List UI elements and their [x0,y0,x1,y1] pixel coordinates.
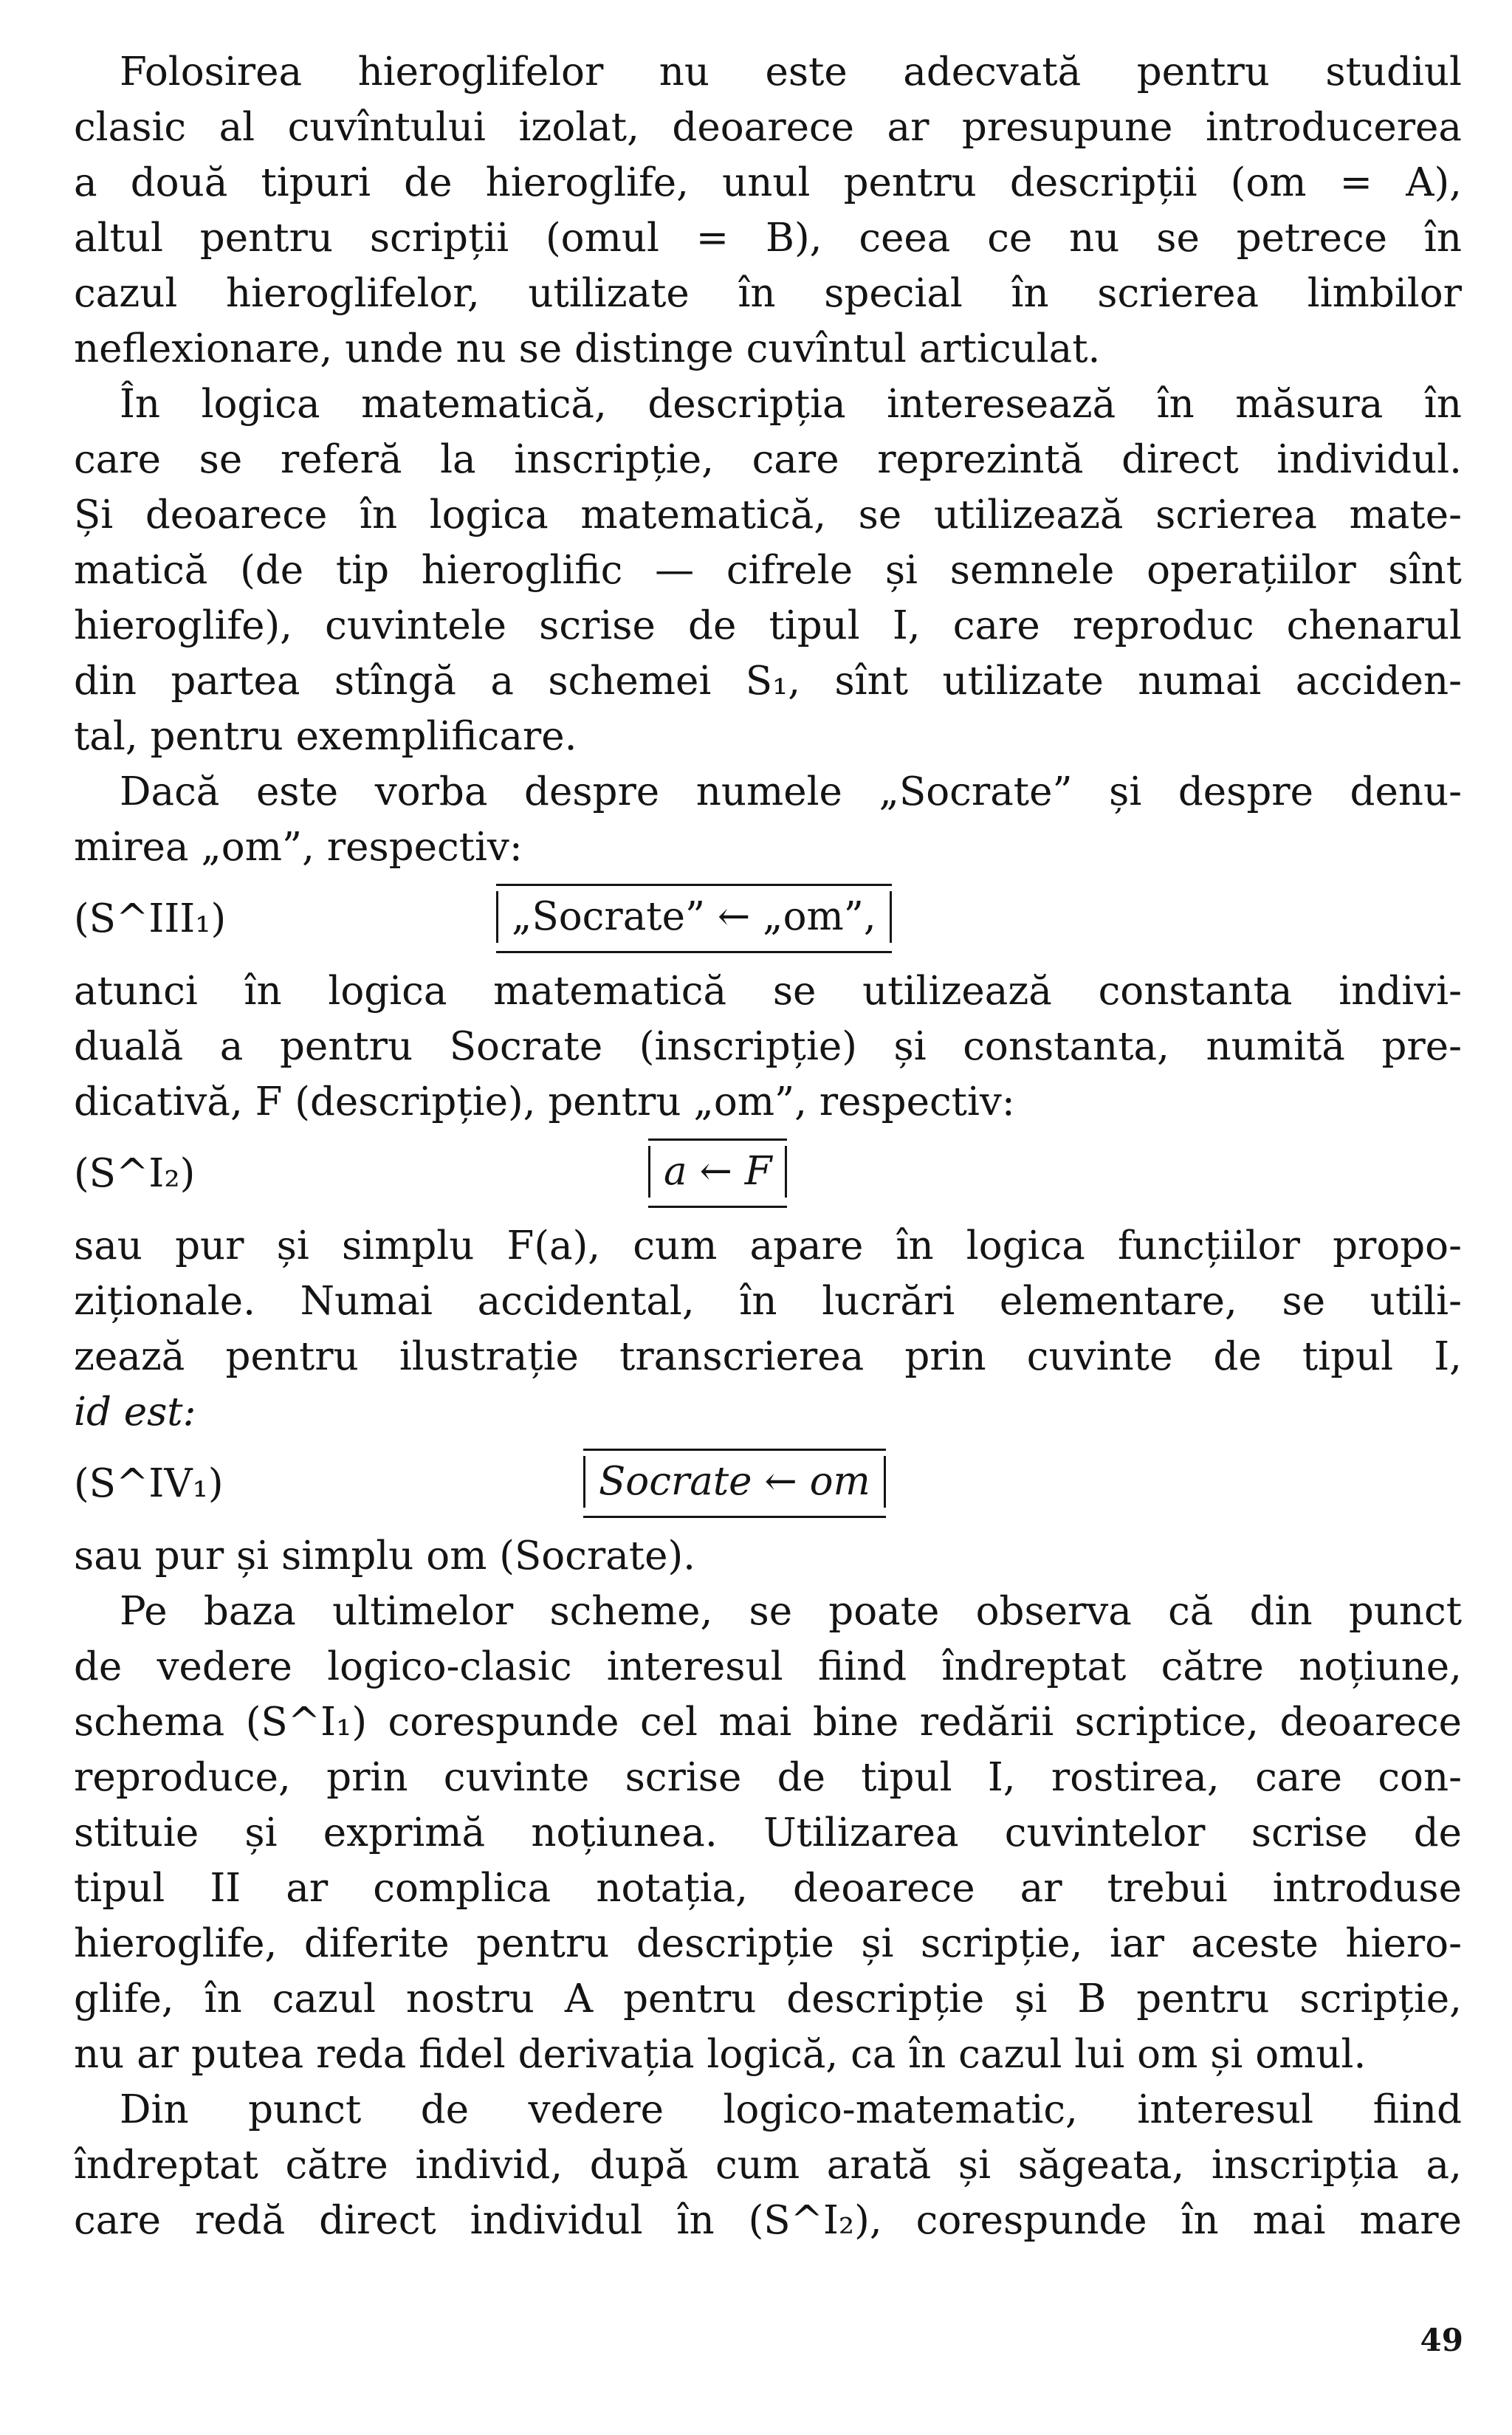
text-line: dicativă, F (descripție), pentru „om”, respectiv: [74,1079,1015,1124]
text-line: îndreptat către individ, după cum arată și săgeata, inscripția a, [74,2143,1462,2188]
formula-s1-iv [74,1440,1462,1528]
text-line: schema (S^I₁) corespunde cel mai bine redării scriptice, deoarece [74,1700,1462,1745]
page-body [74,44,1462,2248]
text-line: Pe baza ultimelor scheme, se poate observa că din punct [120,1589,1462,1634]
text-line: ziționale. Numai accidental, în lucrări elementare, se utili- [74,1279,1462,1324]
text-line: zează pentru ilustrație transcrierea prin cuvinte de tipul I, [74,1334,1462,1379]
formula-s1-iii [74,875,1462,964]
text-line: tipul II ar complica notația, deoarece ar trebui introduse [74,1866,1462,1911]
formula-box: Socrate ← om [583,1456,886,1508]
text-line: În logica matematică, descripția interesează în măsura în [120,382,1462,427]
text-line: de vedere logico-clasic interesul fiind îndreptat către noțiune, [74,1644,1462,1689]
text-line: din partea stîngă a schemei S₁, sînt utilizate numai acciden- [74,659,1462,704]
text-line: Dacă este vorba despre numele „Socrate” și despre denu- [120,769,1462,814]
text-line: glife, în cazul nostru A pentru descripție și B pentru scripție, [74,1976,1462,2022]
paragraph-6 [74,1528,1462,1584]
text-line: hieroglife, diferite pentru descripție și scripție, iar aceste hiero- [74,1921,1462,1966]
text-line: clasic al cuvîntului izolat, deoarece ar presupune introducerea [74,105,1462,150]
text-line: tal, pentru exemplificare. [74,714,577,759]
text-line: matică (de tip hieroglific — cifrele și semnele operațiilor sînt [74,548,1462,593]
text-line: nu ar putea reda fidel derivația logică, ca în cazul lui om și omul. [74,2032,1367,2077]
text-line: reproduce, prin cuvinte scrise de tipul I, rostirea, care con- [74,1755,1462,1800]
page-number: 49 [1420,2322,1463,2358]
paragraph-1 [74,44,1462,377]
paragraph-2 [74,377,1462,764]
text-line: Folosirea hieroglifelor nu este adecvată pentru studiul [120,49,1462,95]
paragraph-5 [74,1218,1462,1440]
text-line: stituie și exprimă noțiunea. Utilizarea cuvintelor scrise de [74,1810,1462,1855]
text-line: sau pur și simplu om (Socrate). [74,1534,695,1579]
formula-box: a ← F [648,1146,787,1198]
paragraph-7 [74,1584,1462,2082]
text-line: a două tipuri de hieroglife, unul pentru descripții (om = A), [74,160,1462,205]
formula-label: (S^III₁) [74,896,227,941]
paragraph-8 [74,2082,1462,2248]
paragraph-3 [74,764,1462,875]
text-line: id est: [74,1390,196,1435]
text-line: altul pentru scripții (omul = B), ceea ce nu se petrece în [74,216,1462,261]
text-line: care redă direct individul în (S^I₂), corespunde în mai mare [74,2198,1462,2243]
text-line: duală a pentru Socrate (inscripție) și constanta, numită pre- [74,1024,1462,1069]
text-line: cazul hieroglifelor, utilizate în special în scrierea limbilor [74,271,1462,316]
text-line: Din punct de vedere logico-matematic, interesul fiind [120,2087,1462,2132]
text-line: sau pur și simplu F(a), cum apare în logica funcțiilor propo- [74,1223,1462,1268]
formula-box: „Socrate” ← „om”, [496,891,892,943]
paragraph-4 [74,964,1462,1130]
text-line: atunci în logica matematică se utilizează constanta indivi- [74,969,1462,1014]
text-line: hieroglife), cuvintele scrise de tipul I, care reproduc chenarul [74,603,1462,648]
text-line: care se referă la inscripție, care reprezintă direct individul. [74,437,1462,482]
text-line: neflexionare, unde nu se distinge cuvîntul articulat. [74,326,1101,371]
text-line: Și deoarece în logica matematică, se utilizează scrierea mate- [74,492,1462,538]
formula-label: (S^I₂) [74,1151,196,1196]
text-line: mirea „om”, respectiv: [74,825,523,870]
formula-s2-i [74,1130,1462,1218]
formula-label: (S^IV₁) [74,1461,224,1506]
